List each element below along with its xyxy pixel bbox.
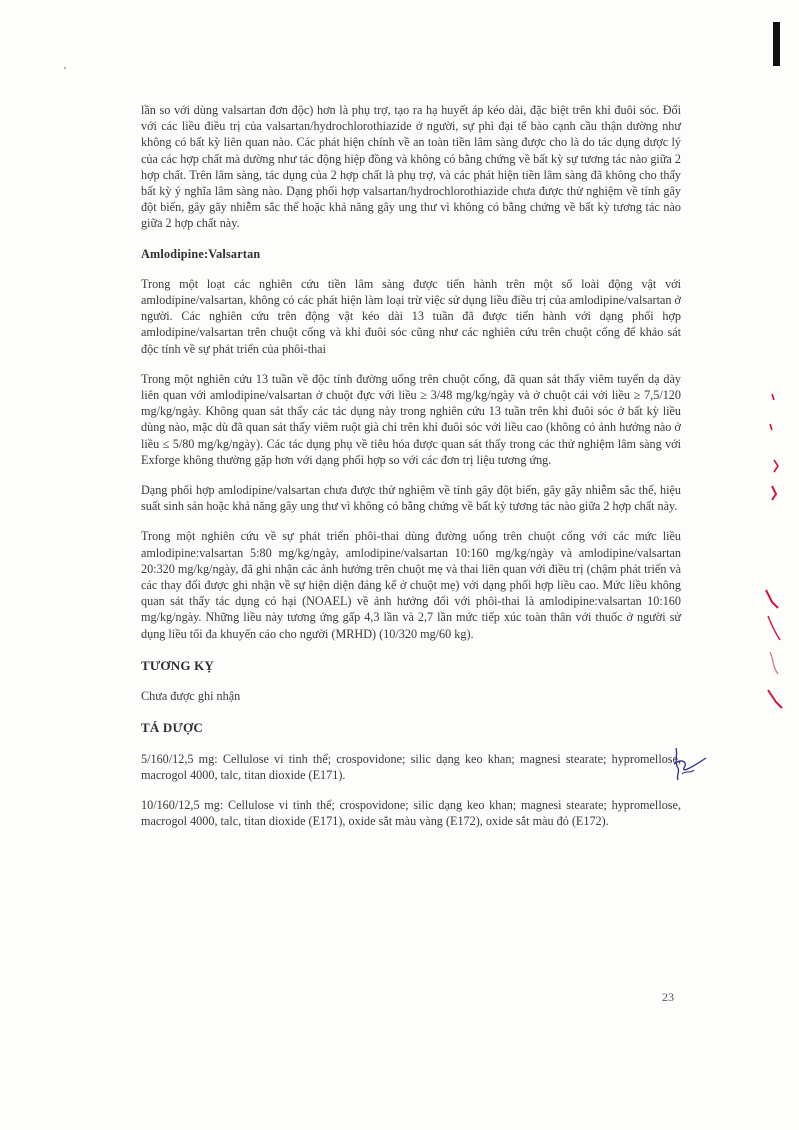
paragraph-intro: lần so với dùng valsartan đơn độc) hơn là phụ trợ, tạo ra hạ huyết áp kéo dài, đặc biệt trên khỉ đuôi sóc. Đối với các liều điều trị của valsartan/hydrochlorothiazide ở người, sự phì đại tế bào cạnh cầu thận dường như không có bất kỳ liên quan nào. Các phát hiện chính về an toàn tiền lâm sàng được cho là do tác dụng dược lý của các hợp chất mà dường như tác động hiệp đồng và không có bằng chứng về bất kỳ sự tương tác nào giữa 2 hợp chất. Trên lâm sàng, tác dụng của 2 hợp chất là phụ trợ, và các phát hiện tiền lâm sàng đã không cho thấy bất kỳ ý nghĩa lâm sàng nào. Dạng phối hợp valsartan/hydrochlorothiazide chưa được thử nghiệm về tính gây đột biến, gây gãy nhiễm sắc thể hoặc khả năng gây ung thư vì không có bằng chứng về bất kỳ tương tác nào giữa 2 hợp chất này. [141, 103, 681, 231]
heading-amlodipine-valsartan: Amlodipine:Valsartan [141, 246, 261, 261]
stamp-fragment [762, 390, 792, 730]
scan-edge-mark [773, 22, 780, 66]
page-number: 23 [662, 990, 674, 1004]
heading-incompatibilities: TƯƠNG KỴ [141, 657, 214, 673]
scan-speck [64, 67, 66, 69]
paragraph-amlo-2: Trong một nghiên cứu 13 tuần về độc tính đường uống trên chuột cống, đã quan sát thấy viêm tuyến dạ dày liên quan với amlodipine/valsartan ở chuột đực với liều ≥ 3/48 mg/kg/ngày và ở chuột cái với liều ≥ 7,5/120 mg/kg/ngày. Không quan sát thấy các tác dụng này trong nghiên cứu 13 tuần trên khỉ đuôi sóc ở bất kỳ liều dùng nào, mặc dù đã quan sát thấy viêm ruột già chỉ trên khỉ đuôi sóc với liều cao (không có ảnh hưởng nào ở liều ≤ 5/80 mg/kg/ngày). Các tác dụng phụ về tiêu hóa được quan sát thấy trong các thử nghiệm lâm sàng với Exforge không thường gặp hơn với dạng phối hợp so với các đơn trị liệu tương ứng. [141, 371, 681, 467]
paragraph-amlo-1: Trong một loạt các nghiên cứu tiền lâm sàng được tiến hành trên một số loài động vật với amlodipine/valsartan, không có các phát hiện làm loại trừ việc sử dụng liều điều trị của amlodipine/valsartan ở người. Các nghiên cứu trên động vật kéo dài 13 tuần đã được tiến hành với dạng phối hợp amlodipine/valsartan trên chuột cống và khỉ đuôi sóc cũng như các nghiên cứu trên chuột cống để khảo sát độc tính về sự phát triển của phôi-thai [141, 276, 681, 356]
paragraph-amlo-3: Dạng phối hợp amlodipine/valsartan chưa được thử nghiệm về tính gây đột biến, gây gãy nhiễm sắc thể, hiệu suất sinh sản hoặc khả năng gây ung thư vì không có bằng chứng về bất kỳ tương tác nào giữa 2 hợp chất này. [141, 483, 681, 514]
excipients-10-160-12-5: 10/160/12,5 mg: Cellulose vi tinh thể; crospovidone; silic dạng keo khan; magnesi stearate; hypromellose, macrogol 4000, talc, titan dioxide (E171), oxide sắt màu vàng (E172), oxide sắt màu đỏ (E172). [141, 797, 681, 829]
excipients-5-160-12-5: 5/160/12,5 mg: Cellulose vi tinh thể; crospovidone; silic dạng keo khan; magnesi stearate; hypromellose, macrogol 4000, talc, titan dioxide (E171). [141, 751, 681, 782]
paragraph-amlo-4: Trong một nghiên cứu về sự phát triển phôi-thai dùng đường uống trên chuột cống với các mức liều amlodipine:valsartan 5:80 mg/kg/ngày, amlodipine/valsartan 10:160 mg/kg/ngày và amlodipine/valsartan 20:320 mg/kg/ngày, đã ghi nhận các ảnh hưởng trên chuột mẹ và thai liên quan với điều trị (chậm phát triển và các thay đổi được ghi nhận về sự hiện diện đáng kể ở chuột mẹ) với dạng phối hợp liều cao. Mức liều không quan sát thấy tác dụng có hại (NOAEL) về ảnh hưởng đối với phôi-thai là amlodipine:valsartan 10:160 mg/kg/ngày. Những liều này tương ứng gấp 4,3 lần và 2,7 lần mức tiếp xúc toàn thân với thuốc ở người sử dụng liều tối đa khuyến cáo cho người (MRHD) (10/320 mg/60 kg). [141, 529, 681, 641]
page-body [141, 102, 681, 829]
heading-excipients: TÁ DƯỢC [141, 720, 203, 736]
signature-mark [668, 740, 708, 782]
incompatibilities-text: Chưa được ghi nhận [141, 689, 241, 704]
